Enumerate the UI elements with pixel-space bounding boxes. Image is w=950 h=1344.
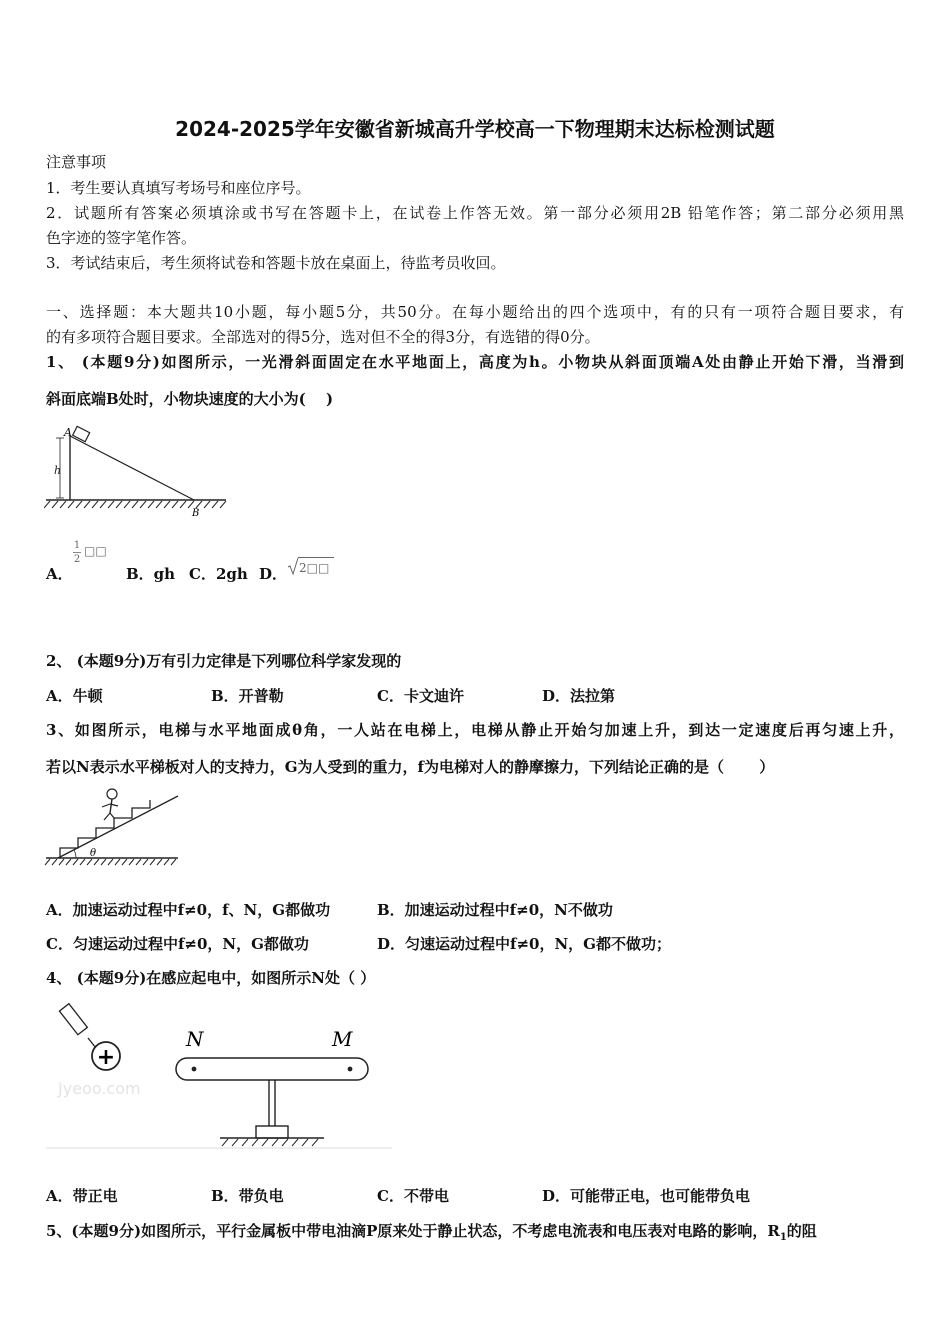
option-c: C．匀速运动过程中f≠0，N，G都做功 — [46, 935, 309, 953]
question-1-stem: 斜面底端B处时，小物块速度的大小为( ) — [46, 390, 334, 408]
watermark: Jyeoo.com — [58, 1079, 141, 1098]
label-m: M — [332, 1027, 353, 1051]
option-b: B．开普勒 — [211, 687, 284, 705]
label-a: A — [64, 426, 72, 439]
label-n: N — [186, 1027, 204, 1051]
notice-item: 1．考生要认真填写考场号和座位序号。 — [46, 179, 311, 197]
question-5-stem — [46, 1221, 817, 1248]
notice-heading: 注意事项 — [46, 153, 107, 171]
option-c: C．2gh — [189, 565, 248, 583]
notice-item: 色字迹的签字笔作答。 — [46, 229, 197, 247]
option-a-denominator: 2 — [73, 554, 81, 565]
option-a: A．带正电 — [46, 1187, 118, 1205]
plus-sign: + — [96, 1045, 116, 1070]
subscript: 1 — [779, 1232, 787, 1243]
notice-item: 3．考试结束后，考生须将试卷和答题卡放在桌面上，待监考员收回。 — [46, 254, 506, 272]
option-d: D．可能带正电，也可能带负电 — [542, 1187, 751, 1205]
label-b: B — [192, 508, 200, 518]
question-5-text: 5、(本题9分)如图所示，平行金属板中带电油滴P原来处于静止状态，不考虑电流表和电压表对电路的影响，R — [46, 1222, 780, 1240]
option-d: D． — [259, 565, 288, 583]
option-a: A．牛顿 — [46, 687, 103, 705]
notice-item: 2．试题所有答案必须填涂或书写在答题卡上，在试卷上作答无效。第一部分必须用2B 铅笔作答；第二部分必须用黑 — [46, 204, 904, 222]
question-3-stem: 若以N表示水平梯板对人的支持力，G为人受到的重力，f为电梯对人的静摩擦力，下列结论正确的是（ ） — [46, 758, 775, 776]
option-a: A． — [46, 565, 73, 583]
label-theta: θ — [90, 848, 97, 859]
option-b: B．带负电 — [211, 1187, 284, 1205]
section-instructions: 的有多项符合题目要求。全部选对的得5分，选对但不全的得3分，有选错的得0分。 — [46, 328, 600, 346]
option-a: A．加速运动过程中f≠0，f、N，G都做功 — [46, 901, 331, 919]
section-instructions: 一、选择题：本大题共10小题，每小题5分，共50分。在每小题给出的四个选项中，有的只有一项符合题目要求，有 — [46, 303, 904, 321]
sqrt-symbol — [287, 556, 299, 576]
option-d: D．法拉第 — [542, 687, 616, 705]
option-b: B．加速运动过程中f≠0，N不做功 — [377, 901, 613, 919]
option-c: C．不带电 — [377, 1187, 449, 1205]
option-c: C．卡文迪许 — [377, 687, 464, 705]
option-b: B．gh — [126, 565, 176, 583]
induction-figure — [44, 1002, 394, 1154]
question-3-stem: 3、如图所示，电梯与水平地面成θ角，一人站在电梯上，电梯从静止开始匀加速上升，到达一定速度后再匀速上升， — [46, 721, 904, 739]
escalator-figure — [44, 786, 182, 870]
label-h: h — [54, 464, 62, 477]
option-a-expression: □□ — [84, 544, 107, 558]
question-4-stem: 4、 (本题9分)在感应起电中，如图所示N处（ ） — [46, 969, 376, 987]
option-a-numerator: 1 — [73, 540, 81, 551]
incline-figure — [44, 424, 230, 518]
question-2-stem: 2、 (本题9分)万有引力定律是下列哪位科学家发现的 — [46, 652, 402, 670]
question-5-tail: 的阻 — [786, 1222, 817, 1240]
question-1-stem: 1、 (本题9分)如图所示，一光滑斜面固定在水平地面上，高度为h。小物块从斜面顶端A处由静止开始下滑，当滑到 — [46, 353, 904, 371]
fraction-bar — [73, 552, 81, 553]
option-d: D．匀速运动过程中f≠0，N，G都不做功； — [377, 935, 671, 953]
page-title: 2024-2025学年安徽省新城高升学校高一下物理期末达标检测试题 — [175, 117, 775, 141]
option-d-expression: 2□□ — [299, 561, 330, 575]
